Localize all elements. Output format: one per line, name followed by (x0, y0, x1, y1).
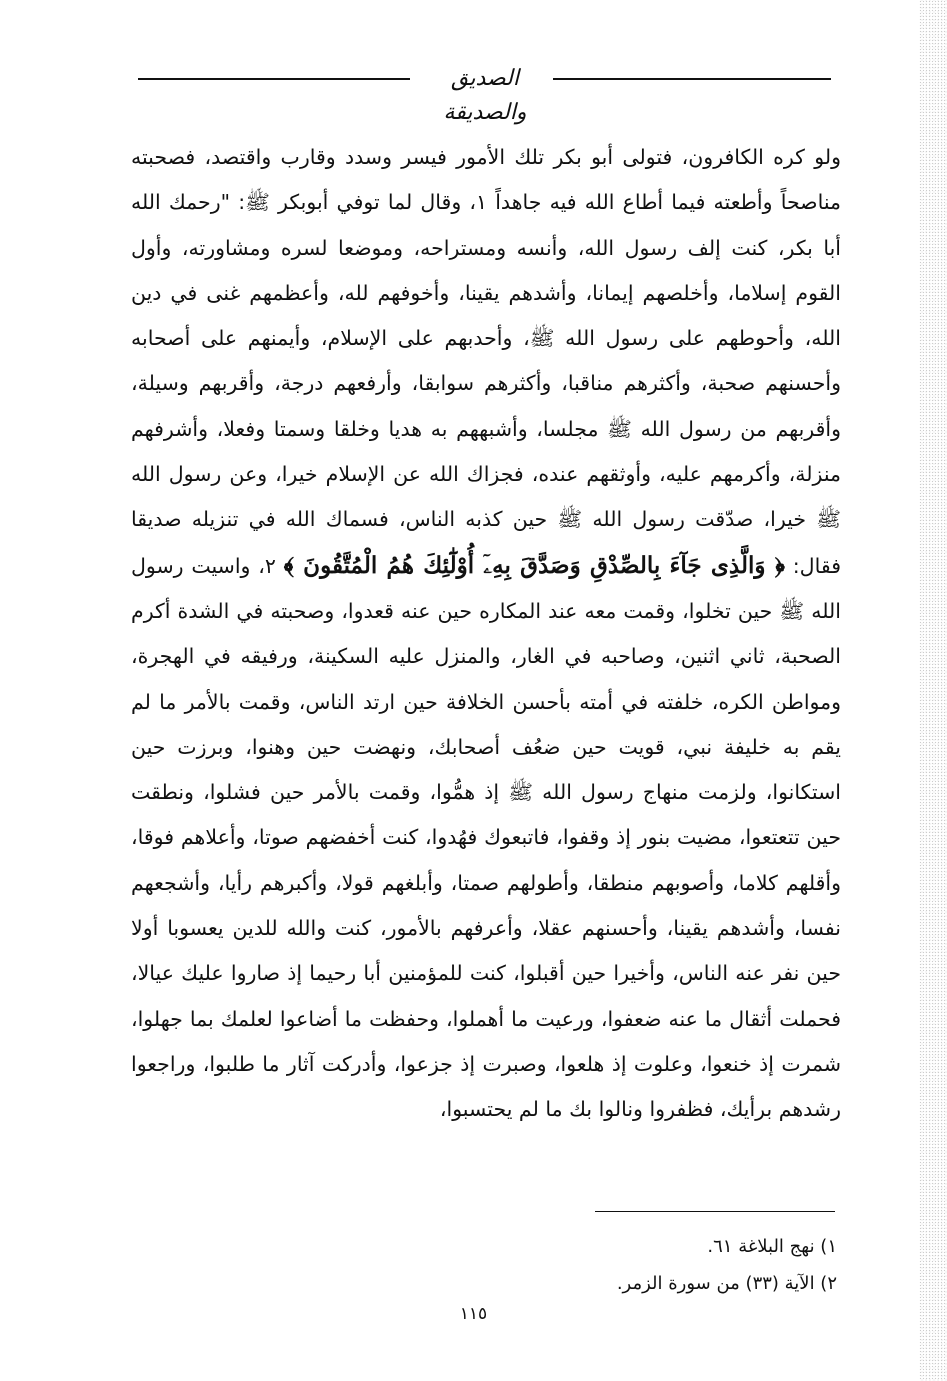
footnote-separator (595, 1211, 835, 1212)
header-rule-left (138, 78, 410, 80)
footnote-2: ٢) الآية (٣٣) من سورة الزمر. (616, 1273, 837, 1294)
running-header (138, 62, 831, 125)
page-number: ١١٥ (459, 1304, 488, 1324)
scan-edge-noise (919, 0, 947, 1381)
quran-verse: ﴿ وَالَّذِى جَآءَ بِالصِّدْقِ وَصَدَّقَ بِهِۦٓ أُوْلَٰٓئِكَ هُمُ الْمُتَّقُونَ ﴾ (283, 551, 785, 579)
body-paragraph (131, 135, 841, 1133)
main-text (131, 135, 841, 1133)
footnote-1: ١) نهج البلاغة ٦١. (707, 1236, 837, 1257)
header-title: الصديق والصديقة (443, 66, 527, 125)
body-text-before-quote: ولو كره الكافرون، فتولى أبو بكر تلك الأمور فيسر وسدد وقارب واقتصد، فصحبته مناصحاً وأطعته فيما أطاع الله فيه جاهداً ١، وقال لما توفي أبوبكر ﷺ: "رحمك الله أبا بكر، كنت إلف رسول الله، وأنسه ومستراحه، وموضعا لسره ومشاورته، وأول القوم إسلاما، وأخلصهم إيمانا، وأشدهم يقينا، وأخوفهم لله، وأعظمهم غنى في دين الله، وأحوطهم على رسول الله ﷺ، وأحدبهم على الإسلام، وأيمنهم على أصحابه وأحسنهم صحبة، وأكثرهم مناقبا، وأكثرهم سوابقا، وأرفعهم درجة، وأقربهم وسيلة، وأقربهم من رسول الله ﷺ مجلسا، وأشبههم به هديا وخلقا وسمتا وفعلا، وأشرفهم منزلة، وأكرمهم عليه، وأوثقهم عنده، فجزاك الله عن الإسلام خيرا، وعن رسول الله ﷺ خيرا، صدّقت رسول الله ﷺ حين كذبه الناس، فسماك الله في تنزيله صديقا فقال: (131, 145, 841, 578)
footnotes (131, 1228, 837, 1302)
header-rule-right (553, 78, 831, 80)
body-text-after-quote: ٢، واسيت رسول الله ﷺ حين تخلوا، وقمت معه عند المكاره حين عنه قعدوا، وصحبته في الشدة أكرم الصحبة، ثاني اثنين، وصاحبه في الغار، والمنزل عليه السكينة، ورفيقه في الهجرة، ومواطن الكره، خلفته في أمته بأحسن الخلافة حين ارتد الناس، وقمت بالأمر ما لم يقم به خليفة نبي، قويت حين ضعُف أصحابك، ونهضت حين وهنوا، وبرزت حين استكانوا، ولزمت منهاج رسول الله ﷺ إذ همُّوا، وقمت بالأمر حين فشلوا، ونطقت حين تتعتعوا، مضيت بنور إذ وقفوا، فاتبعوك فهُدوا، كنت أخفضهم صوتا، وأعلاهم فوقا، وأقلهم كلاما، وأصوبهم منطقا، وأطولهم صمتا، وأبلغهم قولا، وأكبرهم رأيا، وأشجعهم نفسا، وأشدهم يقينا، وأحسنهم عقلا، وأعرفهم بالأمور، كنت والله للدين يعسوبا أولا حين نفر عنه الناس، وأخيرا حين أقبلوا، كنت للمؤمنين أبا رحيما إذ صاروا عليك عيالا، فحملت أثقال ما عنه ضعفوا، ورعيت ما أهملوا، وحفظت ما أضاعوا لعلمك بما جهلوا، شمرت إذ خنعوا، وعلوت إذ هلعوا، وصبرت إذ جزعوا، وأدركت آثار ما طلبوا، وراجعوا رشدهم برأيك، فظفروا ونالوا بك ما لم يحتسبوا، (131, 553, 841, 1122)
